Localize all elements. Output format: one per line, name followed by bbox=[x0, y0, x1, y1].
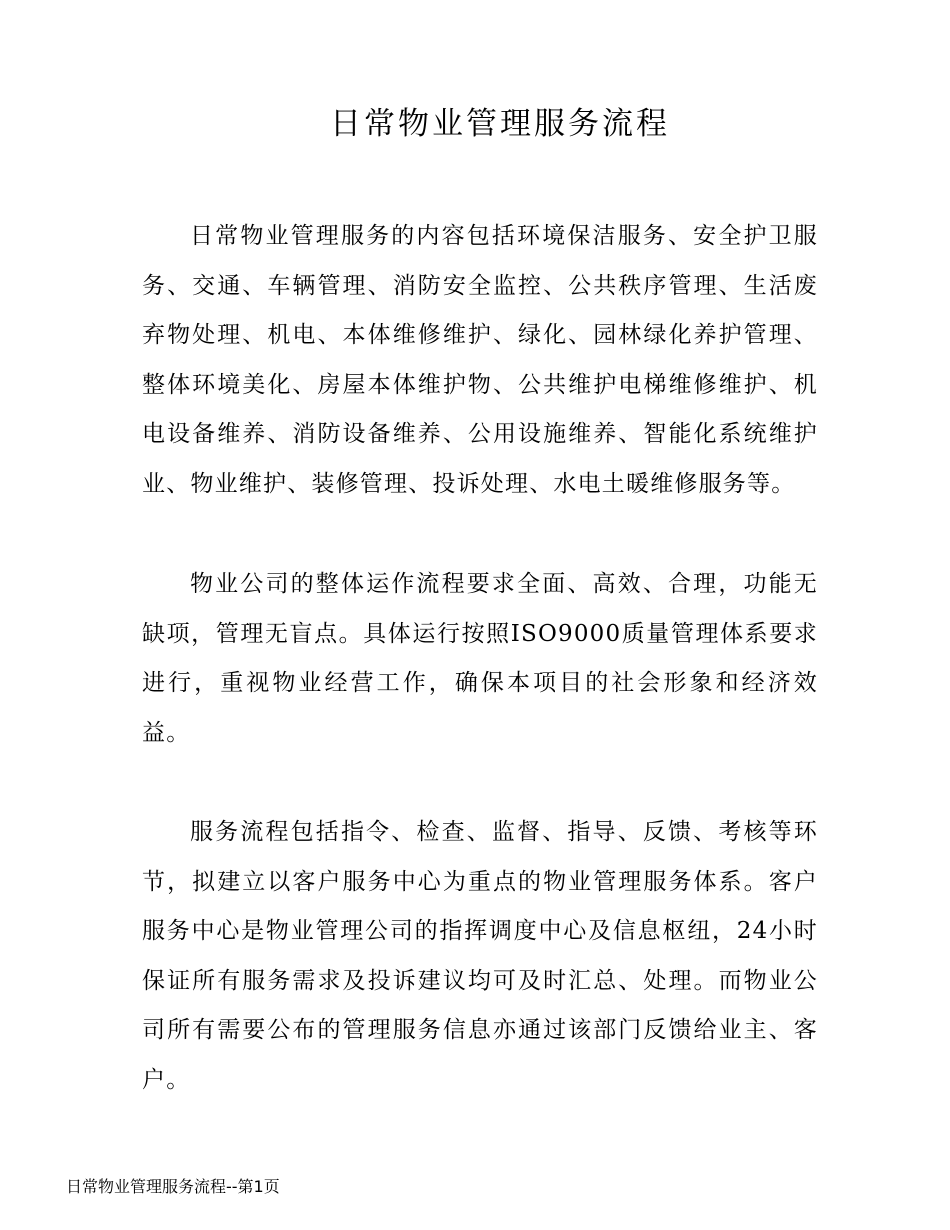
paragraph-service-flow: 服务流程包括指令、检查、监督、指导、反馈、考核等环节，拟建立以客户服务中心为重点的物业管理服务体系。客户服务中心是物业管理公司的指挥调度中心及信息枢纽，24小时保证所有服务需求及投诉建议均可及时汇总、处理。而物业公司所有需要公布的管理服务信息亦通过该部门反馈给业主、客户。 bbox=[142, 819, 818, 1093]
paragraph-operation-process: 物业公司的整体运作流程要求全面、高效、合理，功能无缺项，管理无盲点。具体运行按照ISO9000质量管理体系要求进行，重视物业经营工作，确保本项目的社会形象和经济效益。 bbox=[142, 571, 818, 746]
paragraph-service-content: 日常物业管理服务的内容包括环境保洁服务、安全护卫服务、交通、车辆管理、消防安全监控、公共秩序管理、生活废弃物处理、机电、本体维修维护、绿化、园林绿化养护管理、整体环境美化、房屋本体维护物、公共维护电梯维修维护、机电设备维养、消防设备维养、公用设施维养、智能化系统维护业、物业维护、装修管理、投诉处理、水电土暖维修服务等。 bbox=[142, 223, 818, 497]
page-footer: 日常物业管理服务流程--第1页 bbox=[66, 1177, 280, 1196]
page-title: 日常物业管理服务流程 bbox=[330, 106, 670, 142]
